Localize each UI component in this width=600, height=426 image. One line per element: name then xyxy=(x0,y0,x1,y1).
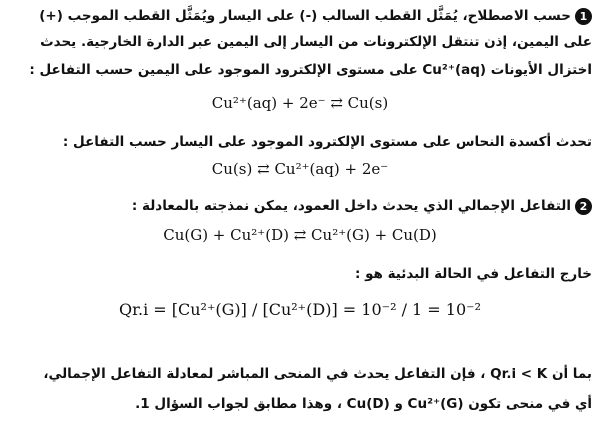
equation-reduction: Cu²⁺(aq) + 2e⁻ ⇄ Cu(s) xyxy=(211,94,389,112)
step1-line4: تحدث أكسدة النحاس على مستوى الإلكترود الموجود على اليسار حسب التفاعل : xyxy=(62,134,592,150)
step2-line4: أي في منحى تكون Cu²⁺(G) و Cu(D) ، وهذا مطابق لجواب السؤال 1. xyxy=(135,396,592,412)
step2-line1-text: التفاعل الإجمالي الذي يحدث داخل العمود، يمكن نمذجته بالمعادلة : xyxy=(131,198,571,214)
step1-line2: على اليمين، إذن تنتقل الإلكترونات من اليسار إلى اليمين عبر الدارة الخارجية. يحدث xyxy=(40,34,592,50)
step2-line2: خارج التفاعل في الحالة البدئية هو : xyxy=(354,266,592,282)
equation-reaction-quotient: Qr.i = [Cu²⁺(G)] / [Cu²⁺(D)] = 10⁻² / 1 = 10⁻² xyxy=(118,300,482,319)
equation-oxidation: Cu(s) ⇄ Cu²⁺(aq) + 2e⁻ xyxy=(211,160,389,178)
equation-global: Cu(G) + Cu²⁺(D) ⇄ Cu²⁺(G) + Cu(D) xyxy=(163,226,437,244)
step2-line3: بما أن Qr.i < K ، فإن التفاعل يحدث في المنحى المباشر لمعادلة التفاعل الإجمالي، xyxy=(43,366,592,382)
step1-number-badge: 1 xyxy=(575,8,592,25)
step2-line1 xyxy=(6,196,592,216)
step1-line1-text: حسب الاصطلاح، يُمَثَّل القطب السالب (-) على اليسار ويُمَثَّل القطب الموجب (+) xyxy=(39,8,571,24)
step2-number-badge: 2 xyxy=(575,198,592,215)
step1-line3: اختزال الأيونات Cu²⁺(aq) على مستوى الإلكترود الموجود على اليمين حسب التفاعل : xyxy=(29,62,592,78)
step1-line1 xyxy=(6,6,592,26)
